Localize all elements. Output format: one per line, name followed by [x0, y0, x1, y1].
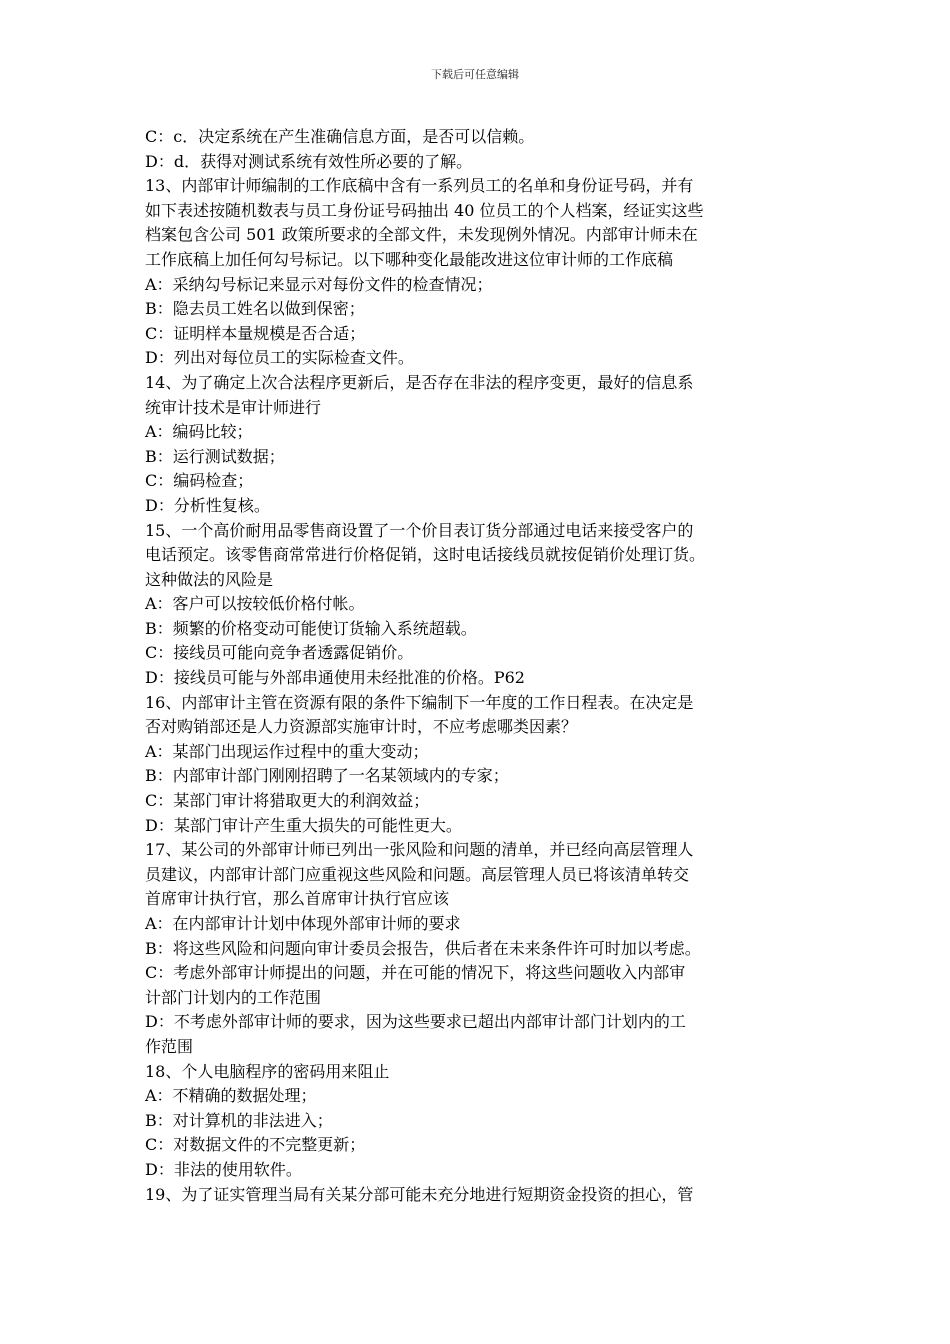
text-line: C：编码检查； — [145, 471, 254, 491]
text-line: 统审计技术是审计师进行 — [145, 397, 322, 417]
text-line: A：采纳勾号标记来显示对每份文件的检查情况； — [145, 274, 493, 294]
text-line: C：证明样本量规模是否合适； — [145, 323, 366, 343]
text-line: 作范围 — [145, 1036, 194, 1056]
text-line: D：列出对每位员工的实际检查文件。 — [145, 348, 414, 368]
text-line: B：运行测试数据； — [145, 446, 285, 466]
text-line: 计部门计划内的工作范围 — [145, 987, 322, 1007]
text-line: C：对数据文件的不完整更新； — [145, 1135, 366, 1155]
text-line: 16、内部审计主管在资源有限的条件下编制下一年度的工作日程表。在决定是 — [145, 692, 694, 712]
text-line: B：隐去员工姓名以做到保密； — [145, 299, 365, 319]
text-line: 档案包含公司 501 政策所要求的全部文件，未发现例外情况。内部审计师未在 — [145, 225, 698, 245]
text-line: 电话预定。该零售商常常进行价格促销，这时电话接线员就按促销价处理订货。 — [145, 545, 706, 565]
text-line: D：不考虑外部审计师的要求，因为这些要求已超出内部审计部门计划内的工 — [145, 1012, 686, 1032]
text-line: 13、内部审计师编制的工作底稿中含有一系列员工的名单和身份证号码，并有 — [145, 176, 694, 196]
text-line: 19、为了证实管理当局有关某分部可能未充分地进行短期资金投资的担心，管 — [145, 1184, 694, 1204]
text-line: 员建议，内部审计部门应重视这些风险和问题。高层管理人员已将该清单转交 — [145, 864, 690, 884]
text-line: A：在内部审计计划中体现外部审计师的要求 — [145, 914, 461, 933]
text-line: B：将这些风险和问题向审计委员会报告，供后者在未来条件许可时加以考虑。 — [145, 938, 701, 958]
text-line: 首席审计执行官，那么首席审计执行官应该 — [145, 889, 450, 909]
text-line: 工作底稿上加任何勾号标记。以下哪种变化最能改进这位审计师的工作底稿 — [145, 249, 674, 269]
text-line: D：d．获得对测试系统有效性所必要的了解。 — [145, 151, 473, 171]
text-line: B：频繁的价格变动可能使订货输入系统超载。 — [145, 618, 477, 638]
text-line: D：接线员可能与外部串通使用未经批准的价格。P62 — [145, 668, 525, 688]
document-body — [145, 125, 825, 1207]
text-line: D：某部门审计产生重大损失的可能性更大。 — [145, 815, 462, 835]
text-line: A：某部门出现运作过程中的重大变动； — [145, 741, 429, 761]
text-line: D：非法的使用软件。 — [145, 1159, 302, 1179]
text-line: B：内部审计部门刚刚招聘了一名某领域内的专家； — [145, 766, 509, 786]
page-header: 下载后可任意编辑 — [431, 68, 519, 81]
text-line: C：考虑外部审计师提出的问题，并在可能的情况下，将这些问题收入内部审 — [145, 963, 686, 983]
text-line: B：对计算机的非法进入； — [145, 1110, 333, 1130]
text-line: D：分析性复核。 — [145, 495, 270, 515]
text-line: A：不精确的数据处理； — [145, 1086, 317, 1106]
text-line: 这种做法的风险是 — [145, 569, 274, 589]
text-line: A：编码比较； — [145, 422, 253, 442]
text-line: C：某部门审计将猎取更大的利润效益； — [145, 791, 430, 811]
text-line: A：客户可以按较低价格付帐。 — [145, 594, 365, 614]
text-line: 18、个人电脑程序的密码用来阻止 — [145, 1061, 390, 1081]
text-line: 14、为了确定上次合法程序更新后，是否存在非法的程序变更，最好的信息系 — [145, 372, 694, 392]
text-line: 否对购销部还是人力资源部实施审计时，不应考虑哪类因素？ — [145, 717, 578, 737]
text-line: C：接线员可能向竞争者透露促销价。 — [145, 643, 414, 663]
text-line: C：c．决定系统在产生准确信息方面，是否可以信赖。 — [145, 127, 535, 146]
text-line: 17、某公司的外部审计师已列出一张风险和问题的清单，并已经向高层管理人 — [145, 840, 694, 860]
text-line: 如下表述按随机数表与员工身份证号码抽出 40 位员工的个人档案，经证实这些 — [145, 200, 704, 220]
text-line: 15、一个高价耐用品零售商设置了一个价目表订货分部通过电话来接受客户的 — [145, 520, 694, 540]
